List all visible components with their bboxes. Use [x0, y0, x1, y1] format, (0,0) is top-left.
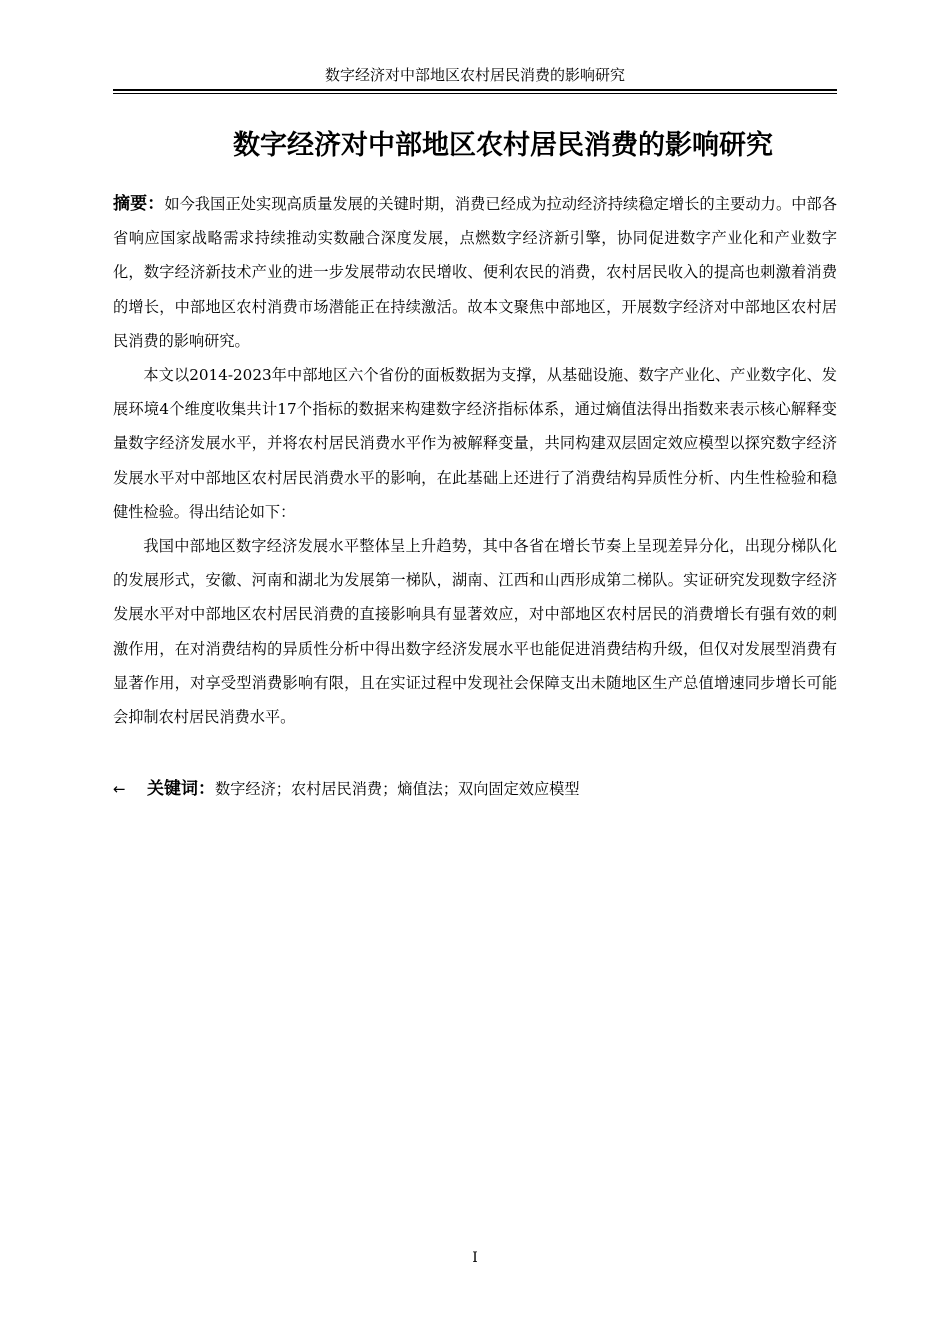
abstract-paragraph-1 [113, 187, 837, 358]
abstract [113, 187, 837, 734]
running-header: 数字经济对中部地区农村居民消费的影响研究 [324, 66, 625, 84]
page-number: I [472, 1250, 478, 1266]
return-arrow-icon: ← [113, 780, 126, 798]
keywords [113, 774, 837, 804]
abstract-paragraph-3: 我国中部地区数字经济发展水平整体呈上升趋势，其中各省在增长节奏上呈现差异分化，出现分梯队化的发展形式，安徽、河南和湖北为发展第一梯队，湖南、江西和山西形成第二梯队。实证研究发现数字经济发展水平对中部地区农村居民消费的直接影响具有显著效应，对中部地区农村居民的消费增长有强有效的刺激作用，在对消费结构的异质性分析中得出数字经济发展水平也能促进消费结构升级，但仅对发展型消费有显著作用，对享受型消费影响有限，且在实证过程中发现社会保障支出未随地区生产总值增速同步增长可能会抑制农村居民消费水平。 [113, 537, 837, 727]
abstract-text-1: 如今我国正处实现高质量发展的关键时期，消费已经成为拉动经济持续稳定增长的主要动力。中部各省响应国家战略需求持续推动实数融合深度发展，点燃数字经济新引擎，协同促进数字产业化和产业数字化，数字经济新技术产业的进一步发展带动农民增收、便利农民的消费，农村居民收入的提高也刺激着消费的增长，中部地区农村消费市场潜能正在持续激活。故本文聚焦中部地区，开展数字经济对中部地区农村居民消费的影响研究。 [113, 195, 838, 350]
abstract-label: 摘要： [113, 194, 165, 214]
keywords-label: 关键词： [147, 779, 215, 799]
keywords-text: 数字经济；农村居民消费；熵值法；双向固定效应模型 [215, 780, 580, 798]
header-rule-thin [113, 93, 837, 94]
header-rule [113, 89, 837, 91]
abstract-paragraph-2: 本文以2014-2023年中部地区六个省份的面板数据为支撑，从基础设施、数字产业化、产业数字化、发展环境4个维度收集共计17个指标的数据来构建数字经济指标体系，通过熵值法得出指数来表示核心解释变量数字经济发展水平，并将农村居民消费水平作为被解释变量，共同构建双层固定效应模型以探究数字经济发展水平对中部地区农村居民消费水平的影响，在此基础上还进行了消费结构异质性分析、内生性检验和稳健性检验。得出结论如下： [113, 366, 837, 521]
paper-title: 数字经济对中部地区农村居民消费的影响研究 [233, 130, 773, 161]
